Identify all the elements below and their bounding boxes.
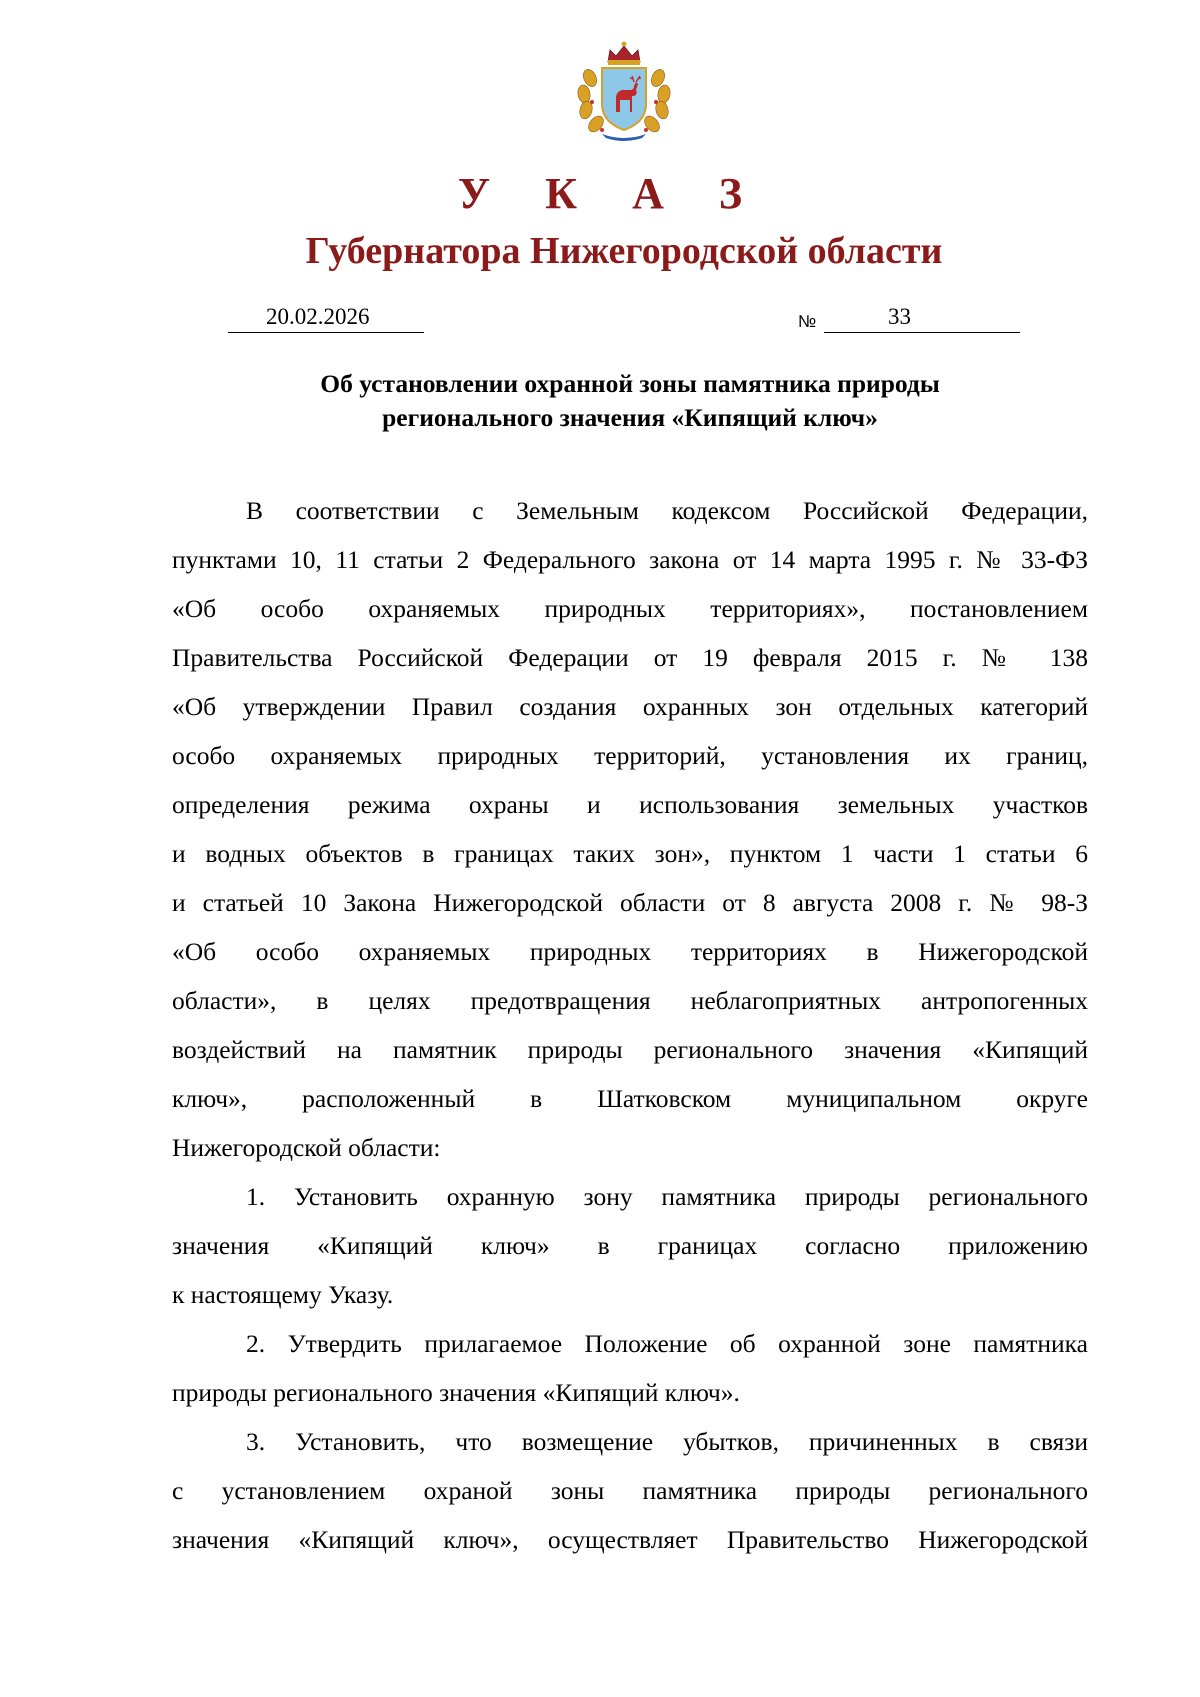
date-field	[228, 302, 424, 333]
text-line: ключ», расположенный в Шатковском муниципальном округе	[172, 1084, 1088, 1113]
text-line: значения «Кипящий ключ» в границах согласно приложению	[172, 1231, 1088, 1260]
text-line: с установлением охраной зоны памятника природы регионального	[172, 1476, 1088, 1505]
text-line: Нижегородской области:	[172, 1133, 441, 1162]
text-line: В соответствии с Земельным кодексом Российской Федерации,	[246, 496, 1088, 525]
document-heading	[150, 367, 1110, 435]
date-value: 20.02.2026	[266, 304, 370, 329]
heading-line: Об установлении охранной зоны памятника природы	[320, 369, 940, 398]
text-line: «Об особо охраняемых природных территориях», постановлением	[172, 594, 1088, 623]
text-line: особо охраняемых природных территорий, установления их границ,	[172, 741, 1088, 770]
text-line: «Об утверждении Правил создания охранных зон отдельных категорий	[172, 692, 1088, 721]
item-paragraph-2	[172, 1319, 1088, 1417]
text-line: и статьей 10 Закона Нижегородской области от 8 августа 2008 г. № 98-З	[172, 888, 1088, 917]
text-line: значения «Кипящий ключ», осуществляет Правительство Нижегородской	[172, 1525, 1088, 1554]
text-line: 3. Установить, что возмещение убытков, причиненных в связи	[246, 1427, 1088, 1456]
item-paragraph-3	[172, 1417, 1088, 1564]
text-line: пунктами 10, 11 статьи 2 Федерального закона от 14 марта 1995 г. № 33-ФЗ	[172, 545, 1088, 574]
text-line: 2. Утвердить прилагаемое Положение об охранной зоне памятника	[246, 1329, 1088, 1358]
item-paragraph-1	[172, 1172, 1088, 1319]
number-field	[824, 302, 1020, 333]
number-label: №	[798, 312, 817, 331]
issuer-title: Губернатора Нижегородской области	[305, 230, 943, 272]
number-value: 33	[888, 304, 911, 329]
text-line: 1. Установить охранную зону памятника природы регионального	[246, 1182, 1088, 1211]
text-line: «Об особо охраняемых природных территориях в Нижегородской	[172, 937, 1088, 966]
text-line: и водных объектов в границах таких зон», пунктом 1 части 1 статьи 6	[172, 839, 1088, 868]
document-body	[172, 486, 1088, 1564]
heading-line: регионального значения «Кипящий ключ»	[382, 403, 878, 432]
text-line: к настоящему Указу.	[172, 1280, 394, 1309]
preamble-paragraph	[172, 486, 1088, 1172]
text-line: области», в целях предотвращения неблагоприятных антропогенных	[172, 986, 1088, 1015]
text-line: определения режима охраны и использования земельных участков	[172, 790, 1088, 819]
document-type-title: У К А З	[457, 169, 765, 218]
text-line: Правительства Российской Федерации от 19 февраля 2015 г. № 138	[172, 643, 1088, 672]
text-line: природы регионального значения «Кипящий ключ».	[172, 1378, 740, 1407]
text-line: воздействий на памятник природы регионального значения «Кипящий	[172, 1035, 1088, 1064]
coat-of-arms-icon	[572, 38, 676, 142]
